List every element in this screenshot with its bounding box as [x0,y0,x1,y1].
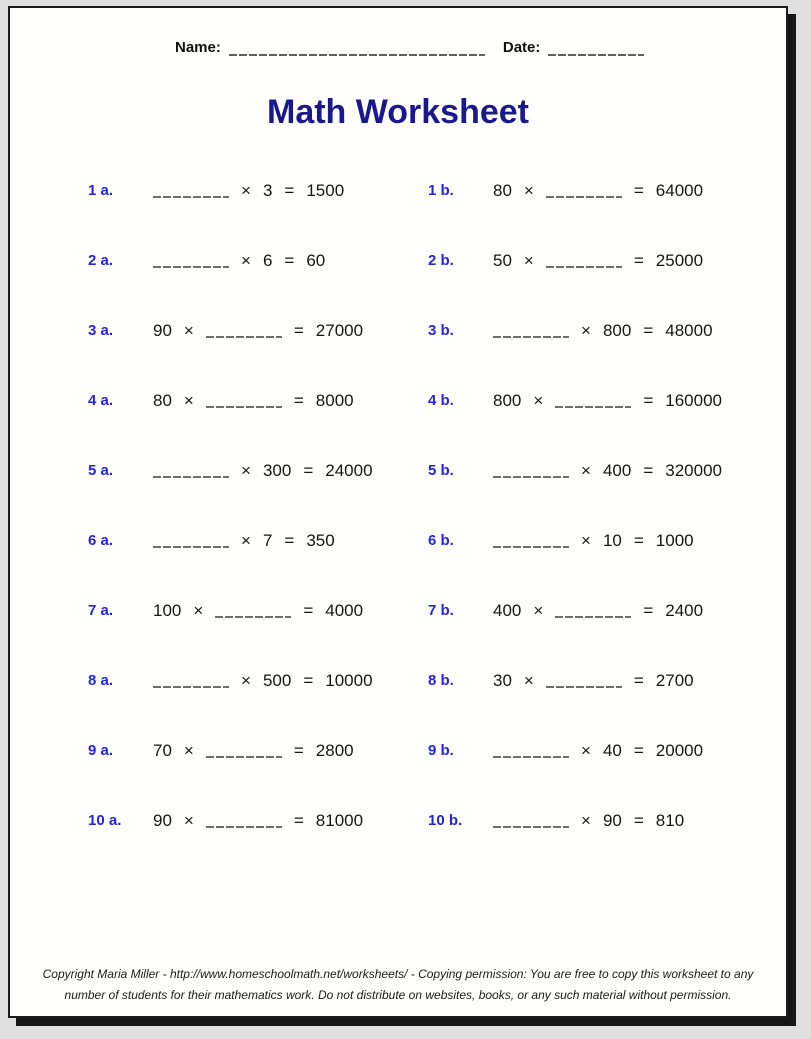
answer: 810 [655,810,685,830]
problem-6b [428,532,786,549]
factor-1: 50 [493,250,512,270]
problem-number: 7 a. [88,601,114,619]
factor-1 [493,826,569,828]
equation [153,462,373,479]
factor-2: 300 [262,460,292,480]
factor-2: 400 [602,460,632,480]
factor-2 [546,196,622,198]
equals-sign: = [633,250,644,270]
problem-number: 7 b. [428,601,454,619]
times-sign: × [523,250,534,270]
problem-9a [88,742,428,759]
answer: 10000 [325,670,373,690]
factor-2 [546,266,622,268]
problems-grid [88,155,786,855]
problem-number: 10 b. [428,811,463,829]
problem-10a [88,812,428,829]
times-sign: × [183,390,194,410]
times-sign: × [581,320,591,340]
equals-sign: = [633,530,644,550]
equation [493,252,703,269]
factor-2 [215,616,291,618]
factor-1 [153,686,229,688]
times-sign: × [183,810,194,830]
problem-number: 1 b. [428,181,454,199]
answer: 2400 [665,600,704,620]
factor-2 [206,406,282,408]
factor-1 [153,546,229,548]
problem-10b [428,812,786,829]
times-sign: × [183,740,194,760]
problem-number: 5 a. [88,461,114,479]
times-sign: × [581,530,591,550]
equation [153,672,373,689]
problem-8b [428,672,786,689]
problem-number: 6 a. [88,531,114,549]
problem-7a [88,602,428,619]
problem-2a [88,252,428,269]
times-sign: × [241,180,251,200]
equation [493,812,684,829]
factor-2: 6 [262,250,273,270]
equation [153,812,363,829]
equals-sign: = [633,670,644,690]
factor-2: 800 [602,320,632,340]
equals-sign: = [303,460,314,480]
answer: 1000 [655,530,694,550]
problem-7b [428,602,786,619]
problem-4a [88,392,428,409]
answer: 350 [306,530,335,550]
factor-1: 800 [493,390,522,410]
factor-2 [546,686,622,688]
equals-sign: = [293,740,304,760]
times-sign: × [183,320,194,340]
equation [493,392,722,409]
times-sign: × [523,670,534,690]
answer: 25000 [655,250,704,270]
problem-number: 8 a. [88,671,114,689]
equation [493,532,694,549]
footer-line-1: Copyright Maria Miller - http://www.homeschoolmath.net/worksheets/ - Copying permission: You are free to copy this worksheet to any [42,967,754,981]
problem-3b [428,322,786,339]
answer: 48000 [665,320,713,340]
problem-4b [428,392,786,409]
answer: 24000 [325,460,373,480]
answer: 1500 [306,180,345,200]
factor-2: 7 [262,530,273,550]
equation [493,462,722,479]
factor-2 [206,336,282,338]
problem-5b [428,462,786,479]
problem-number: 5 b. [428,461,454,479]
copyright-footer [10,964,786,1006]
factor-2 [206,756,282,758]
equals-sign: = [293,320,304,340]
times-sign: × [581,810,591,830]
problem-number: 6 b. [428,531,454,549]
equation [493,742,703,759]
equation [493,322,713,339]
factor-1 [493,756,569,758]
factor-1: 90 [153,810,172,830]
footer-line-2: number of students for their mathematics work. Do not distribute on websites, books, or any such material without permission. [64,988,732,1002]
factor-1: 30 [493,670,512,690]
equation [153,392,354,409]
equation [153,182,344,199]
equals-sign: = [643,320,654,340]
equation [153,602,363,619]
equals-sign: = [284,250,295,270]
factor-2: 3 [262,180,273,200]
name-blank-line [229,54,485,56]
equals-sign: = [303,600,314,620]
times-sign: × [581,740,591,760]
problem-3a [88,322,428,339]
problem-number: 10 a. [88,811,122,829]
problem-8a [88,672,428,689]
problem-number: 3 a. [88,321,114,339]
factor-1 [493,336,569,338]
equation [493,672,694,689]
answer: 320000 [665,460,722,480]
times-sign: × [241,670,251,690]
answer: 20000 [655,740,704,760]
factor-1 [153,476,229,478]
times-sign: × [193,600,204,620]
equals-sign: = [643,600,654,620]
factor-1: 80 [493,180,512,200]
times-sign: × [533,390,544,410]
factor-2: 500 [262,670,292,690]
problem-5a [88,462,428,479]
equation [493,182,703,199]
equation [493,602,703,619]
equals-sign: = [293,810,304,830]
problem-6a [88,532,428,549]
date-blank-line [548,54,644,56]
factor-2 [555,406,631,408]
answer: 2800 [315,740,354,760]
equals-sign: = [633,740,644,760]
equation [153,322,363,339]
answer: 8000 [315,390,354,410]
equation [153,532,335,549]
answer: 60 [306,250,326,270]
times-sign: × [241,530,251,550]
factor-2 [555,616,631,618]
equals-sign: = [293,390,304,410]
times-sign: × [241,460,251,480]
factor-2: 40 [602,740,622,760]
factor-1: 70 [153,740,172,760]
answer: 81000 [315,810,364,830]
problem-number: 4 a. [88,391,114,409]
equals-sign: = [284,530,295,550]
answer: 160000 [665,390,722,410]
problem-number: 2 b. [428,251,454,269]
times-sign: × [581,460,591,480]
equation [153,742,354,759]
factor-1: 100 [153,600,182,620]
worksheet-page [8,6,788,1018]
times-sign: × [241,250,251,270]
factor-1: 400 [493,600,522,620]
problem-number: 9 b. [428,741,454,759]
problem-9b [428,742,786,759]
factor-1: 90 [153,320,172,340]
equals-sign: = [303,670,314,690]
problem-1b [428,182,786,199]
times-sign: × [533,600,544,620]
equals-sign: = [284,180,295,200]
factor-1 [493,546,569,548]
problem-number: 8 b. [428,671,454,689]
equals-sign: = [633,180,644,200]
problem-number: 1 a. [88,181,114,199]
worksheet-title: Math Worksheet [267,93,529,131]
factor-2: 10 [602,530,622,550]
factor-1 [153,266,229,268]
equals-sign: = [643,460,654,480]
factor-1 [493,476,569,478]
problem-number: 3 b. [428,321,454,339]
name-label: Name: [175,39,221,56]
factor-1: 80 [153,390,172,410]
equals-sign: = [643,390,654,410]
factor-2 [206,826,282,828]
answer: 4000 [325,600,364,620]
problem-number: 4 b. [428,391,454,409]
equation [153,252,325,269]
problem-1a [88,182,428,199]
answer: 64000 [655,180,704,200]
answer: 27000 [315,320,364,340]
date-label: Date: [502,39,541,56]
equals-sign: = [633,810,644,830]
times-sign: × [523,180,534,200]
factor-2: 90 [602,810,622,830]
problem-number: 2 a. [88,251,114,269]
name-date-header [175,35,786,55]
answer: 2700 [655,670,694,690]
factor-1 [153,196,229,198]
problem-number: 9 a. [88,741,114,759]
problem-2b [428,252,786,269]
